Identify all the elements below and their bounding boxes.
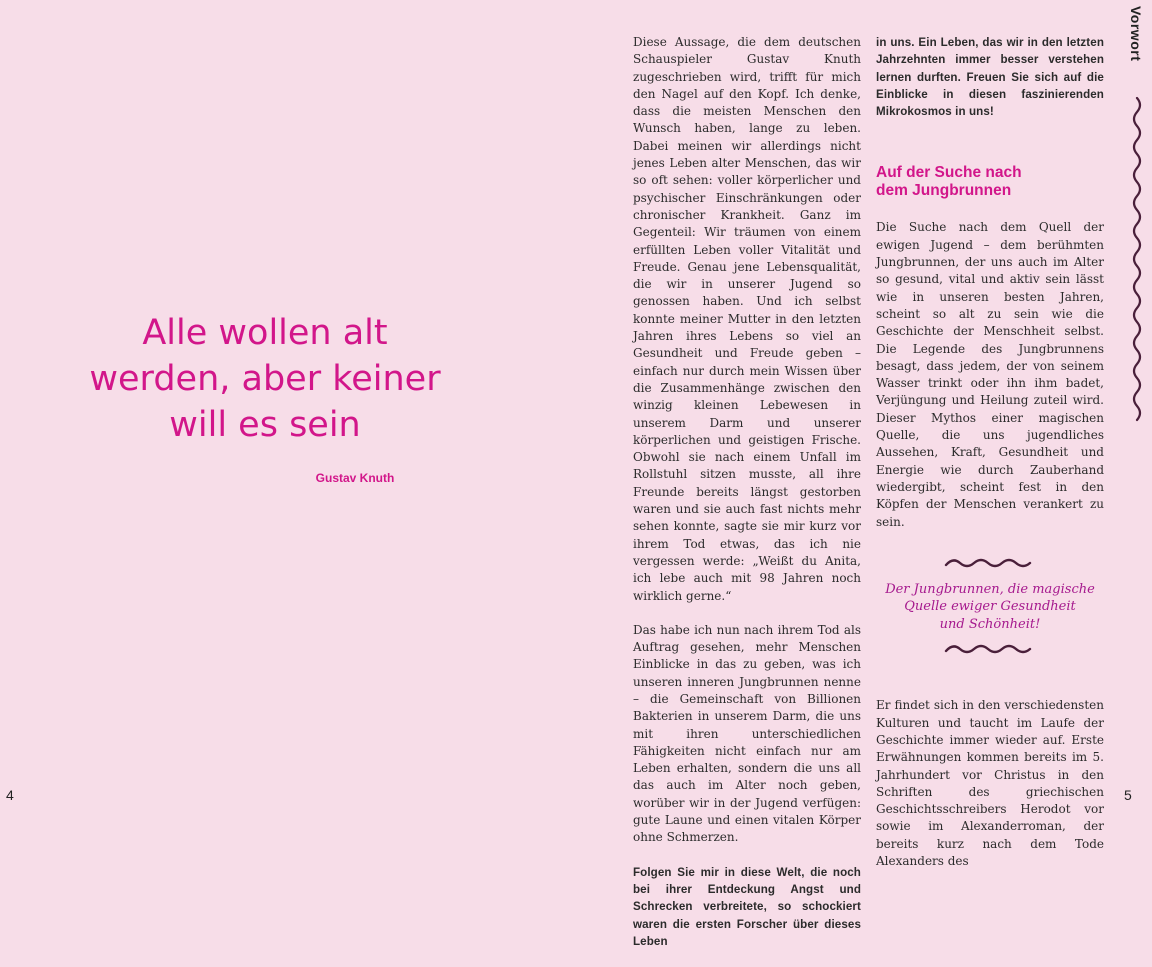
section-heading-line: dem Jungbrunnen xyxy=(876,182,1012,200)
wave-divider-icon xyxy=(944,643,1036,655)
page-number-left: 4 xyxy=(6,787,14,803)
quote-author: Gustav Knuth xyxy=(315,471,395,485)
text-column-2 xyxy=(876,34,1104,887)
wave-divider-icon xyxy=(944,557,1036,569)
section-heading-line: Auf der Suche nach xyxy=(876,164,1022,182)
callout-line: Quelle ewiger Gesundheit xyxy=(904,599,1076,615)
callout-line: und Schönheit! xyxy=(939,616,1041,632)
body-paragraph: Die Suche nach dem Quell der ewigen Jugend – dem berühmten Jungbrunnen, der uns auch im Alter so gesund, vital und aktiv sein lässt wie in unseren besten Jahren, scheint so alt zu sein wie die Geschichte der Menschheit selbst. Die Legende des Jungbrunnens besagt, dass jedem, der von seinem Wasser trinkt oder ihn ihm badet, Verjüngung und Heilung zuteil wird. Dieser Mythos einer magischen Quelle, die uns jugendliches Aussehen, Kraft, Gesundheit und Energie wie durch Zauberhand wiedergibt, scheint fest in den Köpfen der Menschen verankert zu sein. xyxy=(876,220,1104,529)
body-paragraph: Das habe ich nun nach ihrem Tod als Auftrag gesehen, mehr Menschen Einblicke in das zu geben, was ich unseren inneren Jungbrunnen nenne – die Gemeinschaft von Billionen Bakterien in unserem Darm, die uns mit ihren unterschiedlichen Fähigkeiten nicht einfach nur am Leben erhalten, sondern die uns all das auch im Alter noch geben, worüber wir in der Jugend verfügen: gute Laune und einen vitalen Körper ohne Schmerzen. xyxy=(633,622,861,845)
body-paragraph: Er findet sich in den verschiedensten Kulturen und taucht im Laufe der Geschichte immer wieder auf. Erste Erwähnungen kommen bereits im 5. Jahrhundert vor Christus in den Schriften des griechischen Geschichtsschreibers Herodot vor sowie im Alexanderroman, der bereits kurz nach dem Tode Alexanders des xyxy=(876,698,1104,868)
callout-line: Der Jungbrunnen, die magische xyxy=(885,581,1095,597)
pull-quote xyxy=(80,310,450,448)
pull-quote-line: Alle wollen alt xyxy=(142,313,388,353)
text-column-1 xyxy=(633,34,861,967)
pull-quote-line: will es sein xyxy=(169,405,361,445)
vertical-wave-icon xyxy=(1130,96,1144,422)
body-paragraph: Diese Aussage, die dem deutschen Schauspieler Gustav Knuth zugeschrieben wird, trifft für mich den Nagel auf den Kopf. Ich denke, dass die meisten Menschen den Wunsch haben, lange zu leben. Dabei meinen wir allerdings nicht jenes Leben alter Menschen, das wir so oft sehen: voller körperlicher und psychischer Einschränkungen oder chronischer Krankheit. Ganz im Gegenteil: Wir träumen von einem erfüllten Leben voller Vitalität und Freude. Genau jene Lebensqualität, die wir in unserer Jugend so genossen haben. Und ich selbst konnte meiner Mutter in den letzten Jahren ihres Lebens so viel an Gesundheit und Freude geben – einfach nur durch mein Wissen über die Zusammenhänge zwischen den winzig kleinen Lebewesen in unserem Darm und unserer körperlichen und geistigen Frische. Obwohl sie nach einem Unfall im Rollstuhl sitzen musste, all ihre Freunde bereits längst gestorben waren und sie auch fast nichts mehr sehen konnte, sagte sie mir kurz vor ihrem Tod etwas, das ich nie vergessen werde: „Weißt du Anita, ich lebe auch mit 98 Jahren noch wirklich gerne.“ xyxy=(633,35,861,603)
body-paragraph-bold: Folgen Sie mir in diese Welt, die noch bei ihrer Entdeckung Angst und Schrecken verbreitete, so schockiert waren die ersten Forscher über dieses Leben xyxy=(633,865,861,948)
section-label: Vorwort xyxy=(1128,6,1144,62)
callout-quote xyxy=(876,581,1104,634)
body-paragraph-bold: in uns. Ein Leben, das wir in den letzten Jahrzehnten immer besser verstehen lernen durften. Freuen Sie sich auf die Einblicke in diesen faszinierenden Mikrokosmos in uns! xyxy=(876,36,1104,119)
section-heading xyxy=(876,164,1104,200)
pull-quote-line: werden, aber keiner xyxy=(89,359,441,399)
page-number-right: 5 xyxy=(1124,787,1132,803)
